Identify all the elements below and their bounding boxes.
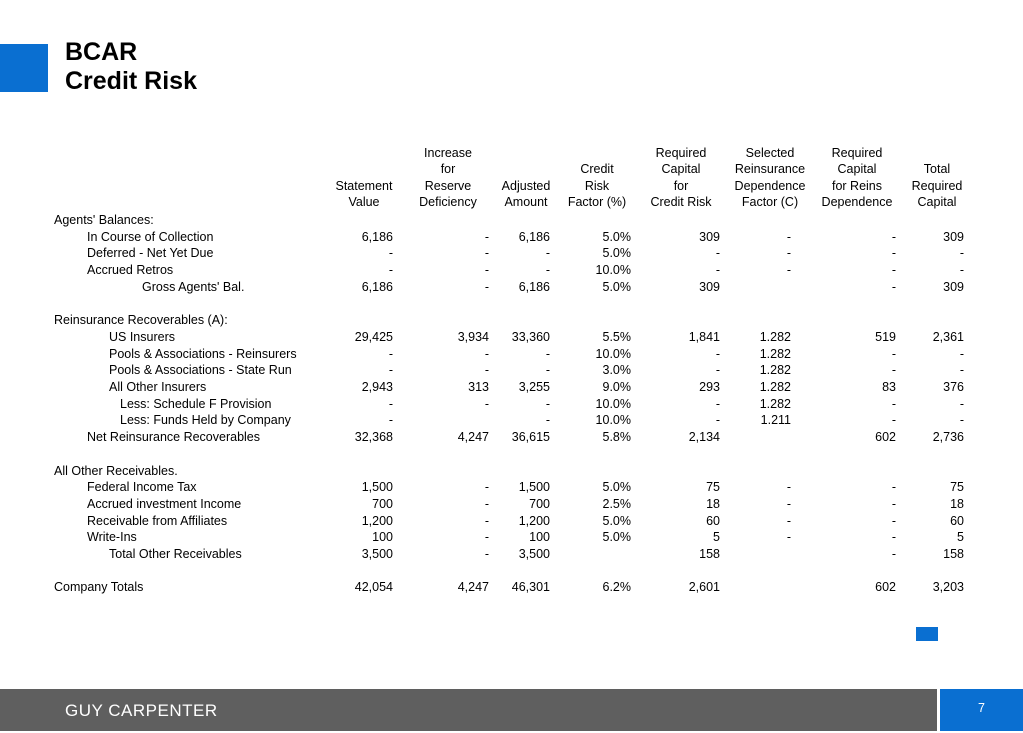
table-row: [0, 546, 1023, 563]
table-cell: -: [715, 346, 720, 361]
table-cell: -: [891, 246, 896, 261]
table-cell: 2,736: [932, 430, 964, 445]
table-row: [0, 312, 1023, 329]
table-cell: 4,247: [457, 580, 489, 595]
table-cell: 60: [706, 513, 720, 528]
row-label: All Other Receivables.: [54, 463, 178, 478]
table-cell: -: [959, 246, 964, 261]
column-header: Increase for Reserve Deficiency: [419, 145, 477, 210]
row-label: Federal Income Tax: [87, 480, 197, 495]
page-number: 7: [978, 701, 985, 715]
table-cell: 36,615: [511, 430, 550, 445]
table-cell: 3.0%: [602, 363, 631, 378]
table-cell: -: [786, 246, 791, 261]
row-label: Accrued Retros: [87, 263, 174, 278]
table-cell: 158: [943, 547, 964, 561]
page-number-box: [940, 689, 1023, 731]
table-cell: 100: [529, 530, 550, 545]
table-row: [0, 346, 1023, 363]
table-cell: -: [388, 246, 393, 261]
table-cell: 5.5%: [602, 329, 631, 344]
table-cell: -: [715, 363, 720, 378]
table-cell: 3,934: [457, 329, 489, 344]
table-cell: 6,186: [361, 229, 393, 244]
table-row: [0, 529, 1023, 546]
table-cell: -: [891, 496, 896, 511]
table-cell: -: [388, 263, 393, 278]
table-cell: -: [715, 396, 720, 411]
table-cell: 1.211: [760, 413, 791, 428]
table-cell: -: [891, 363, 896, 378]
table-cell: 6,186: [361, 279, 393, 294]
table-cell: 6,186: [518, 279, 550, 294]
table-cell: 602: [875, 430, 896, 445]
row-label: Company Totals: [54, 580, 144, 595]
table-cell: 5: [957, 530, 964, 545]
table-cell: -: [484, 496, 489, 511]
table-cell: -: [891, 346, 896, 361]
table-cell: -: [484, 513, 489, 528]
table-cell: 309: [699, 279, 720, 294]
row-label: Net Reinsurance Recoverables: [87, 430, 261, 445]
table-row: [0, 446, 1023, 463]
table-cell: -: [786, 229, 791, 244]
table-cell: -: [545, 363, 550, 378]
table-cell: 1.282: [759, 380, 791, 394]
table-row: [0, 429, 1023, 446]
title-line-2: Credit Risk: [65, 67, 197, 95]
table-cell: 3,255: [518, 380, 550, 394]
table-cell: -: [715, 413, 720, 428]
table-row: [0, 262, 1023, 279]
table-cell: 1,200: [518, 513, 550, 528]
table-cell: 3,500: [518, 547, 550, 561]
row-label: Pools & Associations - State Run: [109, 363, 292, 378]
table-cell: 1.282: [759, 329, 791, 344]
table-cell: -: [891, 396, 896, 411]
column-header: Required Capital for Reins Dependence: [821, 145, 893, 210]
table-cell: 2,601: [688, 580, 720, 595]
row-label: Total Other Receivables: [109, 547, 242, 561]
table-cell: -: [715, 263, 720, 278]
table-row: [0, 479, 1023, 496]
table-cell: -: [959, 413, 964, 428]
table-cell: -: [388, 413, 393, 428]
table-cell: 1.282: [759, 396, 791, 411]
table-row: [0, 212, 1023, 229]
table-cell: 700: [529, 496, 550, 511]
table-cell: 5.0%: [602, 246, 631, 261]
table-cell: 3,500: [361, 547, 393, 561]
table-cell: -: [959, 363, 964, 378]
table-cell: 18: [950, 496, 964, 511]
table-cell: 376: [943, 380, 964, 394]
row-label: In Course of Collection: [87, 229, 214, 244]
table-cell: -: [891, 279, 896, 294]
title-line-1: BCAR: [65, 38, 138, 66]
row-label: Write-Ins: [87, 530, 137, 545]
table-cell: -: [484, 396, 489, 411]
table-cell: 309: [699, 229, 720, 244]
table-cell: -: [786, 496, 791, 511]
table-cell: 75: [950, 480, 964, 495]
table-cell: -: [484, 530, 489, 545]
table-cell: 5.0%: [602, 229, 631, 244]
table-cell: -: [484, 279, 489, 294]
table-cell: 10.0%: [595, 346, 631, 361]
row-label: Deferred - Net Yet Due: [87, 246, 214, 261]
table-row: [0, 563, 1023, 580]
table-cell: 309: [943, 229, 964, 244]
table-cell: 29,425: [354, 329, 393, 344]
table-cell: 2,943: [361, 380, 393, 394]
table-cell: -: [545, 263, 550, 278]
table-cell: -: [959, 346, 964, 361]
table-row: [0, 496, 1023, 513]
table-cell: 6.2%: [602, 580, 631, 595]
table-cell: 75: [706, 480, 720, 495]
table-cell: 309: [943, 279, 964, 294]
table-cell: 83: [882, 380, 896, 394]
table-row: [0, 245, 1023, 262]
table-row: [0, 412, 1023, 429]
table-cell: 602: [875, 580, 896, 595]
column-header: Credit Risk Factor (%): [567, 162, 627, 210]
table-cell: -: [891, 480, 896, 495]
column-header: Selected Reinsurance Dependence Factor (C): [734, 145, 806, 210]
table-cell: 60: [950, 513, 964, 528]
row-label: Reinsurance Recoverables (A):: [54, 313, 228, 328]
row-label: Accrued investment Income: [87, 496, 242, 511]
table-cell: -: [484, 229, 489, 244]
row-label: Gross Agents' Bal.: [142, 279, 245, 294]
row-label: Receivable from Affiliates: [87, 513, 228, 528]
table-cell: -: [715, 246, 720, 261]
table-cell: 5.0%: [602, 513, 631, 528]
row-label: US Insurers: [109, 329, 175, 344]
page-title: [65, 38, 197, 96]
table-cell: -: [891, 413, 896, 428]
table-cell: 18: [706, 496, 720, 511]
footer-brand: GUY CARPENTER: [65, 701, 218, 720]
table-cell: -: [786, 513, 791, 528]
blue-square-marker: [916, 627, 938, 641]
table-cell: 5.0%: [602, 480, 631, 495]
table-cell: 5: [713, 530, 720, 545]
table-cell: 519: [875, 329, 896, 344]
table-cell: 10.0%: [595, 263, 631, 278]
table-cell: -: [959, 263, 964, 278]
table-cell: 1,200: [361, 513, 393, 528]
table-cell: -: [891, 547, 896, 561]
table-cell: -: [545, 246, 550, 261]
table-cell: 100: [372, 530, 393, 545]
table-cell: 9.0%: [602, 380, 631, 394]
table-cell: 1,500: [518, 480, 550, 495]
table-cell: -: [786, 530, 791, 545]
row-label: Less: Funds Held by Company: [120, 413, 291, 428]
table-cell: 32,368: [354, 430, 393, 445]
table-row: [0, 513, 1023, 530]
table-cell: 33,360: [511, 329, 550, 344]
table-cell: -: [388, 396, 393, 411]
column-header: Total Required Capital: [911, 162, 963, 210]
column-header: Adjusted Amount: [501, 178, 551, 210]
row-label: Agents' Balances:: [54, 213, 154, 227]
table-cell: 1.282: [759, 346, 791, 361]
table-cell: 42,054: [354, 580, 393, 595]
accent-block: [0, 44, 48, 92]
table-cell: 46,301: [511, 580, 550, 595]
table-cell: 2,361: [932, 329, 964, 344]
row-label: Less: Schedule F Provision: [120, 396, 272, 411]
table-cell: -: [786, 480, 791, 495]
table-row: [0, 396, 1023, 413]
table-cell: -: [786, 263, 791, 278]
column-header: Statement Value: [335, 178, 393, 210]
table-cell: 4,247: [457, 430, 489, 445]
table-cell: -: [388, 363, 393, 378]
table-cell: 3,203: [932, 580, 964, 595]
table-cell: -: [484, 246, 489, 261]
table-cell: 6,186: [518, 229, 550, 244]
table-row: [0, 229, 1023, 246]
table-row: [0, 296, 1023, 313]
table-row: [0, 329, 1023, 346]
table-cell: 5.8%: [602, 430, 631, 445]
table-cell: -: [484, 263, 489, 278]
table-cell: -: [891, 513, 896, 528]
table-cell: 5.0%: [602, 530, 631, 545]
table-cell: -: [484, 346, 489, 361]
row-label: All Other Insurers: [109, 380, 207, 394]
table-row: [0, 463, 1023, 480]
table-cell: -: [545, 413, 550, 428]
table-cell: -: [891, 263, 896, 278]
table-row: [0, 362, 1023, 379]
table-cell: -: [388, 346, 393, 361]
column-header: Required Capital for Credit Risk: [650, 145, 712, 210]
table-cell: -: [484, 547, 489, 561]
table-cell: 5.0%: [602, 279, 631, 294]
row-label: Pools & Associations - Reinsurers: [109, 346, 297, 361]
table-row: [0, 579, 1023, 596]
table-cell: 293: [699, 380, 720, 394]
table-cell: -: [959, 396, 964, 411]
table-row: [0, 379, 1023, 396]
table-cell: -: [545, 396, 550, 411]
table-cell: 2,134: [688, 430, 720, 445]
table-cell: 1.282: [759, 363, 791, 378]
table-cell: 2.5%: [602, 496, 631, 511]
table-cell: 10.0%: [595, 396, 631, 411]
footer-bar: [0, 689, 937, 731]
table-cell: 700: [372, 496, 393, 511]
table-cell: -: [484, 363, 489, 378]
table-cell: 158: [699, 547, 720, 561]
table-cell: 10.0%: [595, 413, 631, 428]
table-cell: 1,500: [361, 480, 393, 495]
table-cell: 313: [468, 380, 489, 394]
table-cell: -: [484, 480, 489, 495]
table-cell: 1,841: [688, 329, 720, 344]
table-cell: -: [545, 346, 550, 361]
table-cell: -: [891, 229, 896, 244]
table-row: [0, 279, 1023, 296]
table-cell: -: [891, 530, 896, 545]
